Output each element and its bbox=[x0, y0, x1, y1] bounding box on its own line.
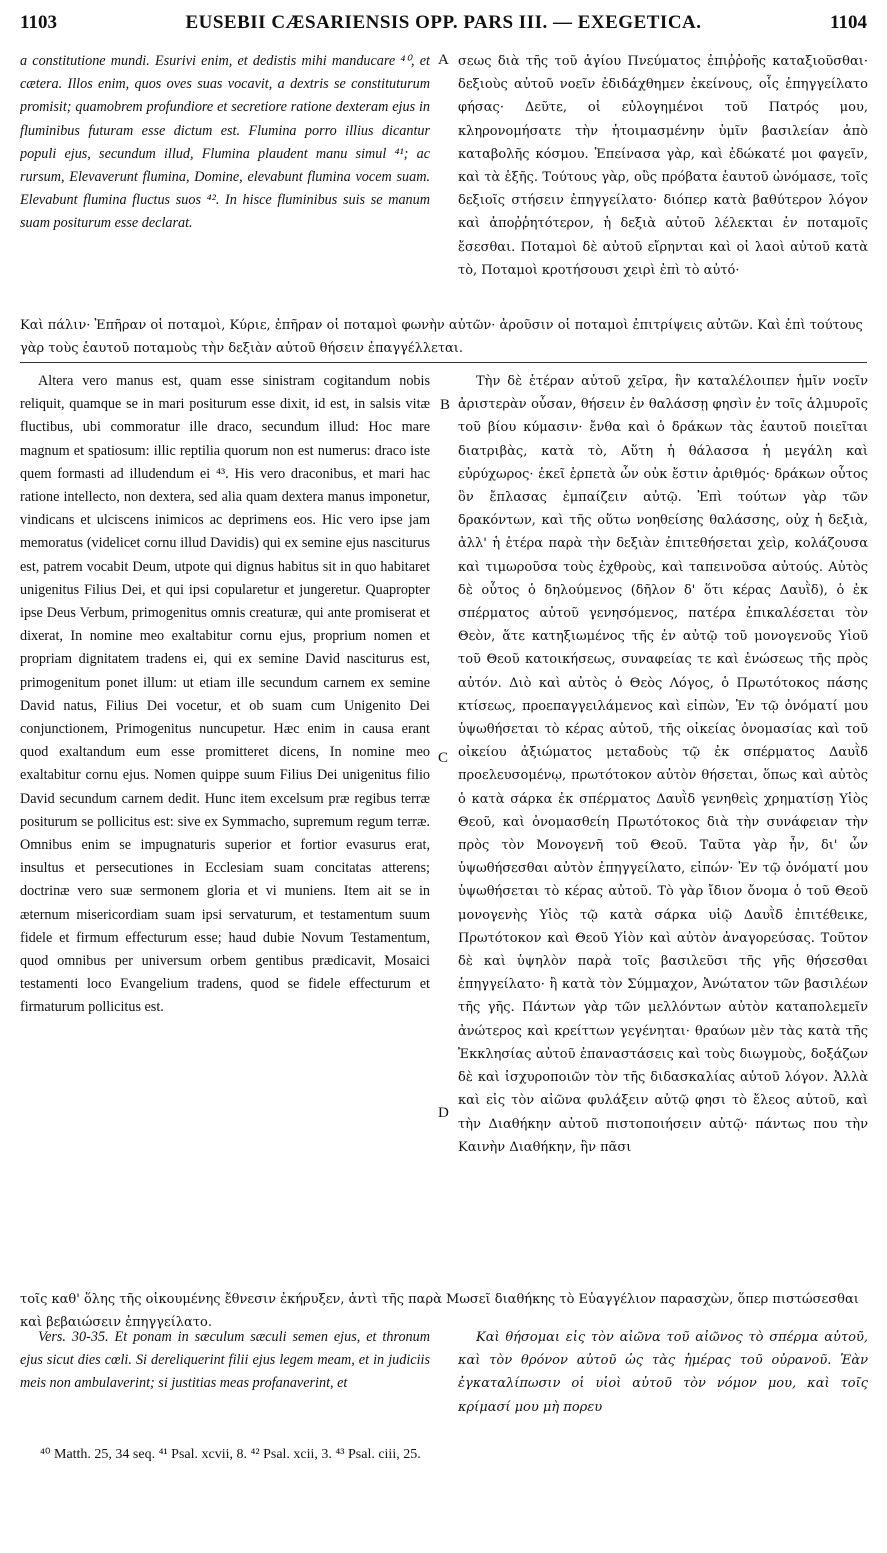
latin-column-block-1 bbox=[20, 50, 430, 312]
greek-paragraph: σεως διὰ τῆς τοῦ ἁγίου Πνεύματος ἐπιῤῥοῆς καταξιοῦσθαι· δεξιοὺς αὐτοῦ νοεῖν ἐδιδάχθημεν ἐκείνους, οἷς ἐπηγγείλατο φήσας· Δεῦτε, οἱ εὐλογημένοι τοῦ Πατρός μου, κληρονομήσατε τὴν ἡτοιμασμένην ὑμῖν βασιλείαν ἀπὸ καταβολῆς κόσμου. Ἐπείνασα γὰρ, καὶ ἐδώκατέ μοι φαγεῖν, καὶ τὰ ἑξῆς. Τούτους γὰρ, οὓς πρόβατα ἑαυτοῦ ὠνόμασε, τοῖς δεξιοῖς στήσειν ἐπηγγείλατο· διόπερ κατὰ βαθύτερον λόγον καὶ ἀποῤῥητότερον, ἡ δεξιὰ αὐτοῦ λέλεκται ἐν ποταμοῖς ἔσεσθαι. Ποταμοὶ δὲ αὐτοῦ εἴρηνται καὶ οἱ λαοὶ αὐτοῦ κατὰ τὸ, Ποταμοὶ κροτήσουσι χειρὶ ἐπὶ τὸ αὐτό· bbox=[458, 54, 868, 278]
margin-marker-c: C bbox=[438, 750, 449, 766]
greek-verse-paragraph: Καὶ θήσομαι εἰς τὸν αἰῶνα τοῦ αἰῶνος τὸ σπέρμα αὐτοῦ, καὶ τὸν θρόνον αὐτοῦ ὡς τὰς ἡμέρας τοῦ οὐρανοῦ. Ἐὰν ἐγκαταλίπωσιν οἱ υἱοὶ αὐτοῦ τὸν νόμον μου, καὶ τοῖς κρίμασί μου μὴ πορευ bbox=[458, 1330, 868, 1415]
margin-marker-b: B bbox=[440, 397, 451, 413]
greek-column-block-3 bbox=[458, 1326, 868, 1422]
latin-column-block-3 bbox=[20, 1326, 430, 1422]
latin-paragraph: Altera vero manus est, quam esse sinistram cogitandum nobis reliquit, quamque se in mari positurum esse dixit, id est, in salsis vitæ fluctibus, ubi commoratur ille draco, secundum illud: Hoc mare magnum et spatiosum: illic reptilia quorum non est numerus: draco iste quem formasti ad illudendum ei ⁴³. His vero draconibus, et mari hac ratione intellecto, non dextera, sed alia quam dextera manus imponetur, vindicans et ulciscens inimicos ac deprimens eos. Hic vero ipse jam memoratus (videlicet cornu illud Davidis) qui ex semine ejus nasciturus est, patrem vocabit Deum, utpote qui dignus habitus sit in quo habitaret unigenitus Filius Dei, et qui ipsi copularetur et jungeretur. Quapropter ipse Deus Verbum, primogenitus omnis creaturæ, qui ante promiserat et dixerat, In nomine meo exaltabitur cornu ejus, proprium nomen et propriam dignitatem tradens ei, qui ex semine David nasciturus est, primogenitum ponet illum: ut etiam ille secundum carnem ex semine David natus, Filius Dei vocetur, et ob suam cum Unigenito Dei conjunctionem, Primogenitus nuncupetur. Hæc enim in causa erant quod exaltandum eum esse promitteret dicens, In nomine meo exaltabitur cornu ejus. Nomen quippe suum Filius Dei unigenitus filio David secundum carnem dedit. Hunc item excelsum præ regibus terræ positurum se pollicitus est: sive ex Symmacho, supremum regum terræ. Omnibus enim se impugnaturis superior et fortior evasurus erat, insultus et persecutiones in Ecclesiam suam concitatas atterens; doctrinæ vero suæ sermonem gloria et vi muniens. Item ait se in æternum misericordiam suam ipsi servaturum, et testamentum suum fidele et firmum effecturum esse; haud dubie Novum Testamentum, quod omnibus per universum orbem gentibus prædicavit, Mosaici testamenti loco Evangelium tradens, quod se fidele effecturum et firmaturum pollicitus est. bbox=[20, 373, 430, 1016]
footnotes: ⁴⁰ Matth. 25, 34 seq. ⁴¹ Psal. xcvii, 8. ⁴² Psal. xcii, 3. ⁴³ Psal. ciii, 25. bbox=[40, 1447, 421, 1462]
margin-marker-d: D bbox=[438, 1105, 449, 1121]
greek-column-block-1 bbox=[458, 50, 868, 312]
spanning-paragraph: τοῖς καθ' ὅλης τῆς οἰκουμένης ἔθνεσιν ἐκήρυξεν, ἀντὶ τῆς παρὰ Μωσεῖ διαθήκης τὸ Εὐαγγέλιον παρασχὼν, ὅπερ πιστώσεσθαι καὶ βεβαιώσειν ἐπηγγείλατο. bbox=[20, 1292, 859, 1330]
spanning-paragraph: Καὶ πάλιν· Ἐπῆραν οἱ ποταμοὶ, Κύριε, ἐπῆραν οἱ ποταμοὶ φωνὴν αὐτῶν· ἀροῦσιν οἱ ποταμοὶ ἐπιτρίψεις αὐτῶν. Καὶ ἐπὶ τούτους γὰρ τοὺς ἑαυτοῦ ποταμοὺς τὴν δεξιὰν αὐτοῦ θήσειν ἐπαγγέλλεται. bbox=[20, 318, 863, 356]
latin-paragraph: a constitutione mundi. Esurivi enim, et dedistis mihi manducare ⁴⁰, et cætera. Illos enim, quos oves suas vocavit, a dextris se constituturum promisit; quamobrem profundiore et secretiore ratione dexteram ejus in fluminibus futuram esse dictum est. Flumina porro illius dicantur populi ejus, secundum illud, Flumina plaudent manu simul ⁴¹; ac rursum, Elevaverunt flumina, Domine, elevabunt flumina vocem suam. Elevabunt flumina fluctus suos ⁴². In hisce fluminibus suis se manum suam positurum esse declarat. bbox=[20, 53, 430, 232]
greek-column-block-2 bbox=[458, 370, 868, 1288]
spanning-greek-text-1 bbox=[20, 314, 867, 362]
page-number-left: 1103 bbox=[20, 12, 57, 33]
greek-paragraph: Τὴν δὲ ἑτέραν αὐτοῦ χεῖρα, ἣν καταλέλοιπεν ἡμῖν νοεῖν ἀριστερὰν οὖσαν, θήσειν ἐν θαλάσσῃ φησὶν ἐν τοῖς ἁλμυροῖς τοῦ βίου κύμασιν· ἔνθα καὶ ὁ δράκων τὰς ἑαυτοῦ ποιεῖται διατριβὰς, κατὰ τὸ, Αὕτη ἡ θάλασσα ἡ μεγάλη καὶ εὐρύχωρος· ἐκεῖ ἑρπετὰ ὧν οὐκ ἔστιν ἀριθμός· δράκων οὗτος ὃν ἔπλασας ἐμπαίζειν αὐτῷ. Ἐπὶ τούτων γὰρ τῶν δρακόντων, καὶ τῆς οὕτω νοηθείσης θαλάσσης, οὐχ ἡ δεξιὰ, ἀλλ' ἡ ἑτέρα παρὰ τὴν δεξιὰν ἐπιτεθήσεται χεὶρ, κολάζουσα καὶ τιμωροῦσα τοὺς ἐχθροὺς, καὶ ταπεινοῦσα αὐτούς. Αὐτὸς δὲ οὗτος ὁ δηλούμενος (δῆλον δ' ὅτι κέρας Δαυῒδ), ὁ ἐκ σπέρματος αὐτοῦ γενησόμενος, πατέρα ἐπικαλέσεται τὸν Θεὸν, ἅτε κατηξιωμένος τῆς ἐν αὐτῷ τοῦ μονογενοῦς Υἱοῦ τοῦ Θεοῦ κατοικήσεως, συναφείας τε καὶ ἑνώσεως τῆς πρὸς αὐτόν. Διὸ καὶ αὐτὸς ὁ Θεὸς Λόγος, ὁ Πρωτότοκος πάσης κτίσεως, προεπαγγειλάμενος καὶ εἰπὼν, Ἐν τῷ ὀνόματί μου ὑψωθήσεται τὸ κέρας αὐτοῦ, τῆς οἰκείας ὀνομασίας καὶ τοῦ οἰκείου ἀξιώματος μεταδοὺς τῷ ἐκ σπέρματος Δαυῒδ προελευσομένῳ, πρωτότοκον αὐτὸν θήσεται, ὅπως καὶ αὐτὸς ὁ κατὰ σάρκα ἐκ σπέρματος Δαυῒδ γενηθεὶς χρηματίσῃ Υἱὸς Θεοῦ, καὶ ὀνομασθείη Πρωτότοκος διὰ τὴν συνάφειαν τὴν πρὸς τὸν Μονογενῆ τοῦ Θεοῦ. Ταῦτα γὰρ ἦν, δι' ὧν ὑψωθήσεσθαι αὐτὸν ἐπηγγείλατο, εἰπών· Ἐν τῷ ὀνόματί μου ὑψωθήσεται τὸ κέρας αὐτοῦ. Τὸ γὰρ ἴδιον ὄνομα ὁ τοῦ Θεοῦ μονογενὴς Υἱὸς τῷ κατὰ σάρκα υἱῷ Δαυῒδ ἐπιτέθεικε, Πρωτότοκον καὶ Θεοῦ Υἱὸν καὶ αὐτὸν ἀναγορεύσας. Τοῦτον δὲ καὶ ὑψηλὸν παρὰ τοῖς βασιλεῦσι τῆς γῆς θήσεσθαι ἐπηγγείλατο· ἢ κατὰ τὸν Σύμμαχον, Ἀνώτατον τῶν βασιλέων τῆς γῆς. Πάντων γὰρ τῶν μελλόντων αὐτὸν καταπολεμεῖν ἀνώτερος καὶ κρείττων γεγένηται· θραύων μὲν τὰς κατὰ τῆς Ἐκκλησίας αὐτοῦ ἐπαναστάσεις καὶ τοὺς διωγμοὺς, δοξάζων δὲ καὶ ἰσχυροποιῶν τὸν τῆς διδασκαλίας αὐτοῦ λόγον. Ἀλλὰ καὶ εἰς τὸν αἰῶνα φυλάξειν αὐτῷ φησι τὸ ἔλεος αὐτοῦ, καὶ τὴν Διαθήκην αὐτοῦ πιστοποιήσειν αὐτῷ· πάντως που τὴν Καινὴν Διαθήκην, ἣν πᾶσι bbox=[458, 374, 868, 1155]
page-number-right: 1104 bbox=[830, 12, 867, 33]
latin-verse-paragraph: Vers. 30-35. Et ponam in sæculum sæculi semen ejus, et thronum ejus sicut dies cœli. Si dereliquerint filii ejus legem meam, et in judiciis meis non ambulaverint; si justitias meas profanaverint, et bbox=[20, 1329, 430, 1392]
margin-marker-a: A bbox=[438, 52, 449, 68]
running-title: EUSEBII CÆSARIENSIS OPP. PARS III. — EXEGETICA. bbox=[185, 12, 702, 33]
latin-column-block-2 bbox=[20, 370, 430, 1288]
divider-rule bbox=[20, 362, 867, 363]
running-header bbox=[20, 12, 867, 38]
